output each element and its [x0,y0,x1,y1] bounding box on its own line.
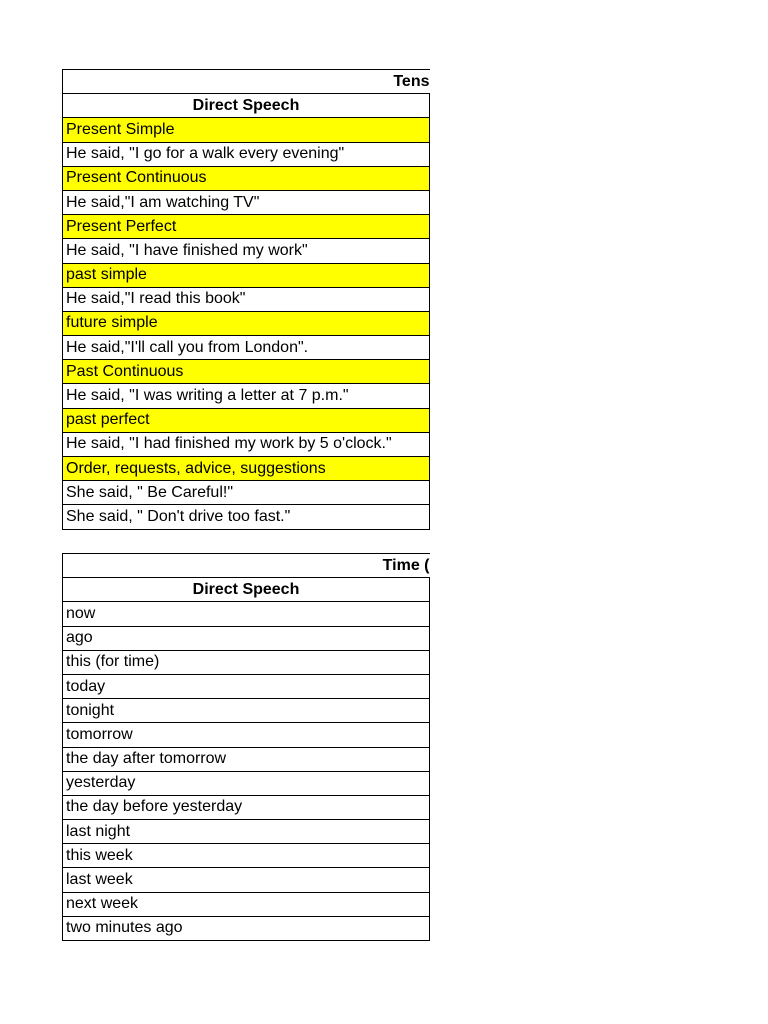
tenses-row [63,118,430,142]
tenses-cell: He said,"I read this book" [63,287,430,311]
tenses-cell: He said, "I go for a walk every evening" [63,142,430,166]
tenses-cell: He said, "I have finished my work" [63,239,430,263]
time-cell: today [63,674,430,698]
time-row [63,747,430,771]
time-row [63,650,430,674]
time-direct-speech-header: Direct Speech [63,578,430,602]
time-cell: ago [63,626,430,650]
tenses-row [63,457,430,481]
time-row [63,795,430,819]
tenses-cell: past simple [63,263,430,287]
time-row [63,844,430,868]
time-cell: two minutes ago [63,916,430,940]
tenses-row [63,432,430,456]
tenses-row [63,239,430,263]
time-title-row [63,554,430,578]
tenses-row [63,336,430,360]
time-cell: next week [63,892,430,916]
tenses-direct-speech-header: Direct Speech [63,94,430,118]
tenses-cell: Present Continuous [63,166,430,190]
tenses-header-row [63,94,430,118]
time-cell: this (for time) [63,650,430,674]
time-row [63,699,430,723]
time-row [63,892,430,916]
time-cell: the day after tomorrow [63,747,430,771]
tenses-cell: She said, " Don't drive too fast." [63,505,430,529]
tenses-cell: He said,"I am watching TV" [63,190,430,214]
time-cell: yesterday [63,771,430,795]
tenses-cell: He said, "I was writing a letter at 7 p.m." [63,384,430,408]
tenses-cell: past perfect [63,408,430,432]
time-row [63,723,430,747]
tenses-title-row [63,70,430,94]
time-row [63,868,430,892]
tenses-cell: future simple [63,311,430,335]
time-cell: tonight [63,699,430,723]
cropped-page-area [430,60,768,1024]
tenses-table [62,69,430,530]
time-row [63,626,430,650]
time-row [63,602,430,626]
time-header-row [63,578,430,602]
tenses-row [63,360,430,384]
time-expressions-table [62,553,430,941]
tenses-row [63,263,430,287]
tenses-row [63,287,430,311]
time-cell: now [63,602,430,626]
time-row [63,820,430,844]
tenses-cell: He said, "I had finished my work by 5 o'clock." [63,432,430,456]
time-cell: this week [63,844,430,868]
time-cell: the day before yesterday [63,795,430,819]
tenses-table-body [63,70,430,530]
time-table-body [63,554,430,941]
tenses-row [63,505,430,529]
tenses-cell: Past Continuous [63,360,430,384]
tenses-row [63,481,430,505]
tenses-row [63,311,430,335]
time-cell: last night [63,820,430,844]
time-row [63,916,430,940]
time-cell: last week [63,868,430,892]
tenses-cell: He said,"I'll call you from London". [63,336,430,360]
tenses-cell: She said, " Be Careful!" [63,481,430,505]
tenses-table-title: Tens [63,70,430,94]
tenses-cell: Present Simple [63,118,430,142]
tenses-row [63,408,430,432]
time-row [63,674,430,698]
tenses-cell: Order, requests, advice, suggestions [63,457,430,481]
tenses-row [63,384,430,408]
tenses-row [63,166,430,190]
tenses-row [63,142,430,166]
time-cell: tomorrow [63,723,430,747]
time-row [63,771,430,795]
time-table-title: Time ( [63,554,430,578]
tenses-cell: Present Perfect [63,215,430,239]
tenses-row [63,215,430,239]
tenses-row [63,190,430,214]
